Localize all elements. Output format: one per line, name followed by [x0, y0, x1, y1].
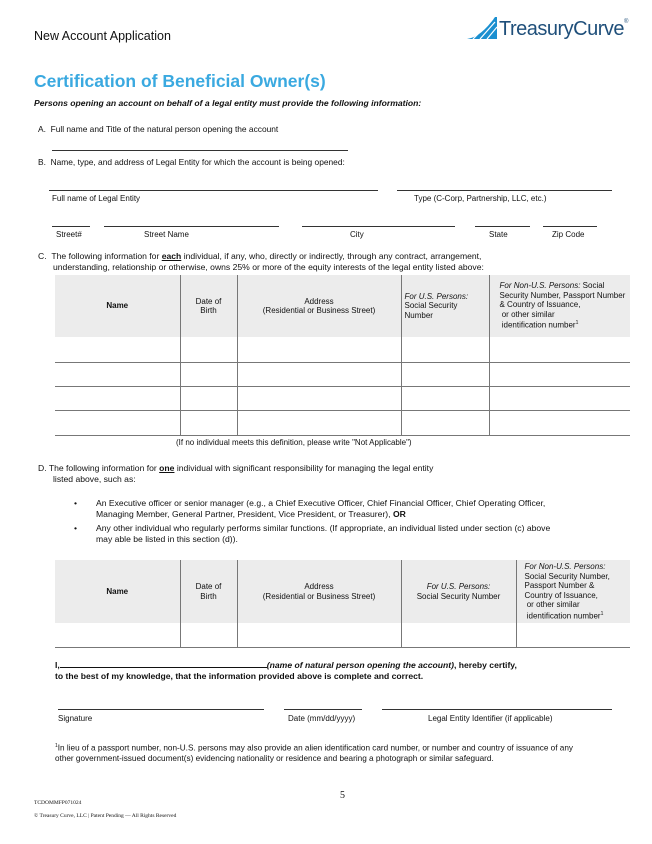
cell[interactable]: [401, 410, 489, 435]
cell[interactable]: [489, 362, 630, 386]
label-full-name: Full name of Legal Entity: [52, 194, 141, 203]
label-street-name: Street Name: [144, 230, 189, 239]
cell[interactable]: [237, 362, 401, 386]
cell[interactable]: [516, 623, 630, 647]
cell[interactable]: [401, 337, 489, 362]
entity-type-field[interactable]: [397, 190, 612, 191]
cell[interactable]: [55, 337, 180, 362]
responsibility-list: [72, 498, 552, 548]
logo-curve-icon: [467, 17, 497, 39]
signature-field[interactable]: [58, 709, 264, 710]
col-non-us-id: For Non-U.S. Persons: Social Security Number, Passport Number & Country of Issuance, or other similar identification number$^1$: [489, 275, 630, 337]
col-address: Address (Residential or Business Street): [237, 560, 401, 623]
section-c: [38, 251, 484, 272]
registered-mark: ®: [624, 19, 629, 25]
cell[interactable]: [237, 386, 401, 410]
col-dob: Date of Birth: [180, 560, 237, 623]
cell[interactable]: [237, 337, 401, 362]
table-row: [55, 362, 630, 386]
list-item: • Any other individual who regularly performs similar functions. (If appropriate, an individual listed under section (c) above may able be listed in this section (d)).: [72, 523, 552, 544]
col-dob: Date of Birth: [180, 275, 237, 337]
cell[interactable]: [55, 623, 180, 647]
form-code: TCDOMMFP071024: [34, 800, 82, 806]
emphasis: each: [161, 251, 182, 261]
managing-individual-table: [55, 560, 630, 648]
cell[interactable]: [180, 410, 237, 435]
legal-entity-name-field[interactable]: [49, 190, 378, 191]
certification-text: [55, 659, 517, 681]
document-title: New Account Application: [34, 29, 171, 43]
col-name: Name: [55, 275, 180, 337]
state-field[interactable]: [475, 226, 530, 227]
lei-field[interactable]: [382, 709, 612, 710]
label-signature: Signature: [58, 714, 93, 723]
col-us-ssn: For U.S. Persons: Social Security Number: [401, 560, 516, 623]
zip-code-field[interactable]: [543, 226, 597, 227]
section-d: [38, 463, 433, 484]
logo-text: TreasuryCurve: [499, 18, 625, 40]
text: The following information for: [48, 463, 160, 473]
cell[interactable]: [180, 337, 237, 362]
not-applicable-note: (If no individual meets this definition, please write "Not Applicable"): [176, 438, 412, 447]
text: I,: [55, 660, 60, 670]
full-name-title-field[interactable]: [52, 150, 348, 151]
cell[interactable]: [401, 623, 516, 647]
cell[interactable]: [489, 337, 630, 362]
text: , hereby certify,: [453, 660, 517, 670]
section-b: [38, 157, 345, 168]
label-type: Type (C-Corp, Partnership, LLC, etc.): [414, 194, 547, 203]
intro-text: Persons opening an account on behalf of a legal entity must provide the following information:: [34, 98, 422, 108]
section-a-text: Full name and Title of the natural person opening the account: [50, 124, 279, 134]
table-row: [55, 337, 630, 362]
cell[interactable]: [237, 623, 401, 647]
label-date: Date (mm/dd/yyyy): [288, 714, 356, 723]
label-state: State: [489, 230, 508, 239]
label-zip: Zip Code: [552, 230, 585, 239]
cell[interactable]: [180, 362, 237, 386]
section-a: [38, 124, 278, 135]
label-lei: Legal Entity Identifier (if applicable): [428, 714, 553, 723]
street-number-field[interactable]: [52, 226, 90, 227]
cell[interactable]: [55, 410, 180, 435]
col-us-ssn: For U.S. Persons: Social Security Number: [401, 275, 489, 337]
text: (name of natural person opening the account): [266, 660, 454, 670]
section-marker: C.: [38, 251, 47, 261]
list-item: • An Executive officer or senior manager (e.g., a Chief Executive Officer, Chief Financial Officer, Chief Operating Officer, Managing Member, General Partner, President, Vice President, or Treasurer), OR: [72, 498, 552, 519]
cell[interactable]: [237, 410, 401, 435]
certifier-name-field[interactable]: [60, 659, 267, 668]
text: understanding, relationship or otherwise, owns 25% or more of the equity interests of the legal entity listed above:: [53, 261, 484, 272]
date-field[interactable]: [284, 709, 362, 710]
table-row: [55, 410, 630, 435]
page-number: 5: [340, 790, 345, 801]
text: listed above, such as:: [53, 473, 136, 484]
section-marker: D.: [38, 463, 47, 473]
beneficial-owners-table: [55, 275, 630, 436]
cell[interactable]: [401, 386, 489, 410]
cell[interactable]: [489, 386, 630, 410]
col-name: Name: [55, 560, 180, 623]
emphasis: one: [159, 463, 175, 473]
street-name-field[interactable]: [104, 226, 279, 227]
table-row: [55, 386, 630, 410]
section-marker: B.: [38, 157, 46, 167]
cell[interactable]: [180, 623, 237, 647]
cell[interactable]: [401, 362, 489, 386]
copyright: © Treasury Curve, LLC | Patent Pending — All Rights Reserved: [34, 813, 177, 819]
cell[interactable]: [180, 386, 237, 410]
table-row: [55, 623, 630, 647]
cell[interactable]: [55, 386, 180, 410]
logo: [467, 17, 628, 39]
text: individual with significant responsibility for managing the legal entity: [174, 463, 434, 473]
section-b-text: Name, type, and address of Legal Entity for which the account is being opened:: [50, 157, 345, 167]
section-marker: A.: [38, 124, 46, 134]
cell[interactable]: [55, 362, 180, 386]
label-street-number: Street#: [56, 230, 82, 239]
cell[interactable]: [489, 410, 630, 435]
text: to the best of my knowledge, that the information provided above is complete and correct.: [55, 670, 424, 681]
text: The following information for: [51, 251, 162, 261]
page-title: Certification of Beneficial Owner(s): [34, 71, 326, 91]
city-field[interactable]: [302, 226, 455, 227]
text: individual, if any, who, directly or indirectly, through any contract, arrangement,: [181, 251, 482, 261]
col-non-us-id: For Non-U.S. Persons: Social Security Number, Passport Number & Country of Issuance, or other similar identification number$^1$: [516, 560, 630, 623]
footnote: $^1$In lieu of a passport number, non-U.S. persons may also provide an alien identification card number, or number and country of issuance of any other government-issued document(s) evidencing nationality or residence and bearing a photograph or similar safeguard.: [55, 743, 573, 764]
label-city: City: [350, 230, 364, 239]
col-address: Address (Residential or Business Street): [237, 275, 401, 337]
